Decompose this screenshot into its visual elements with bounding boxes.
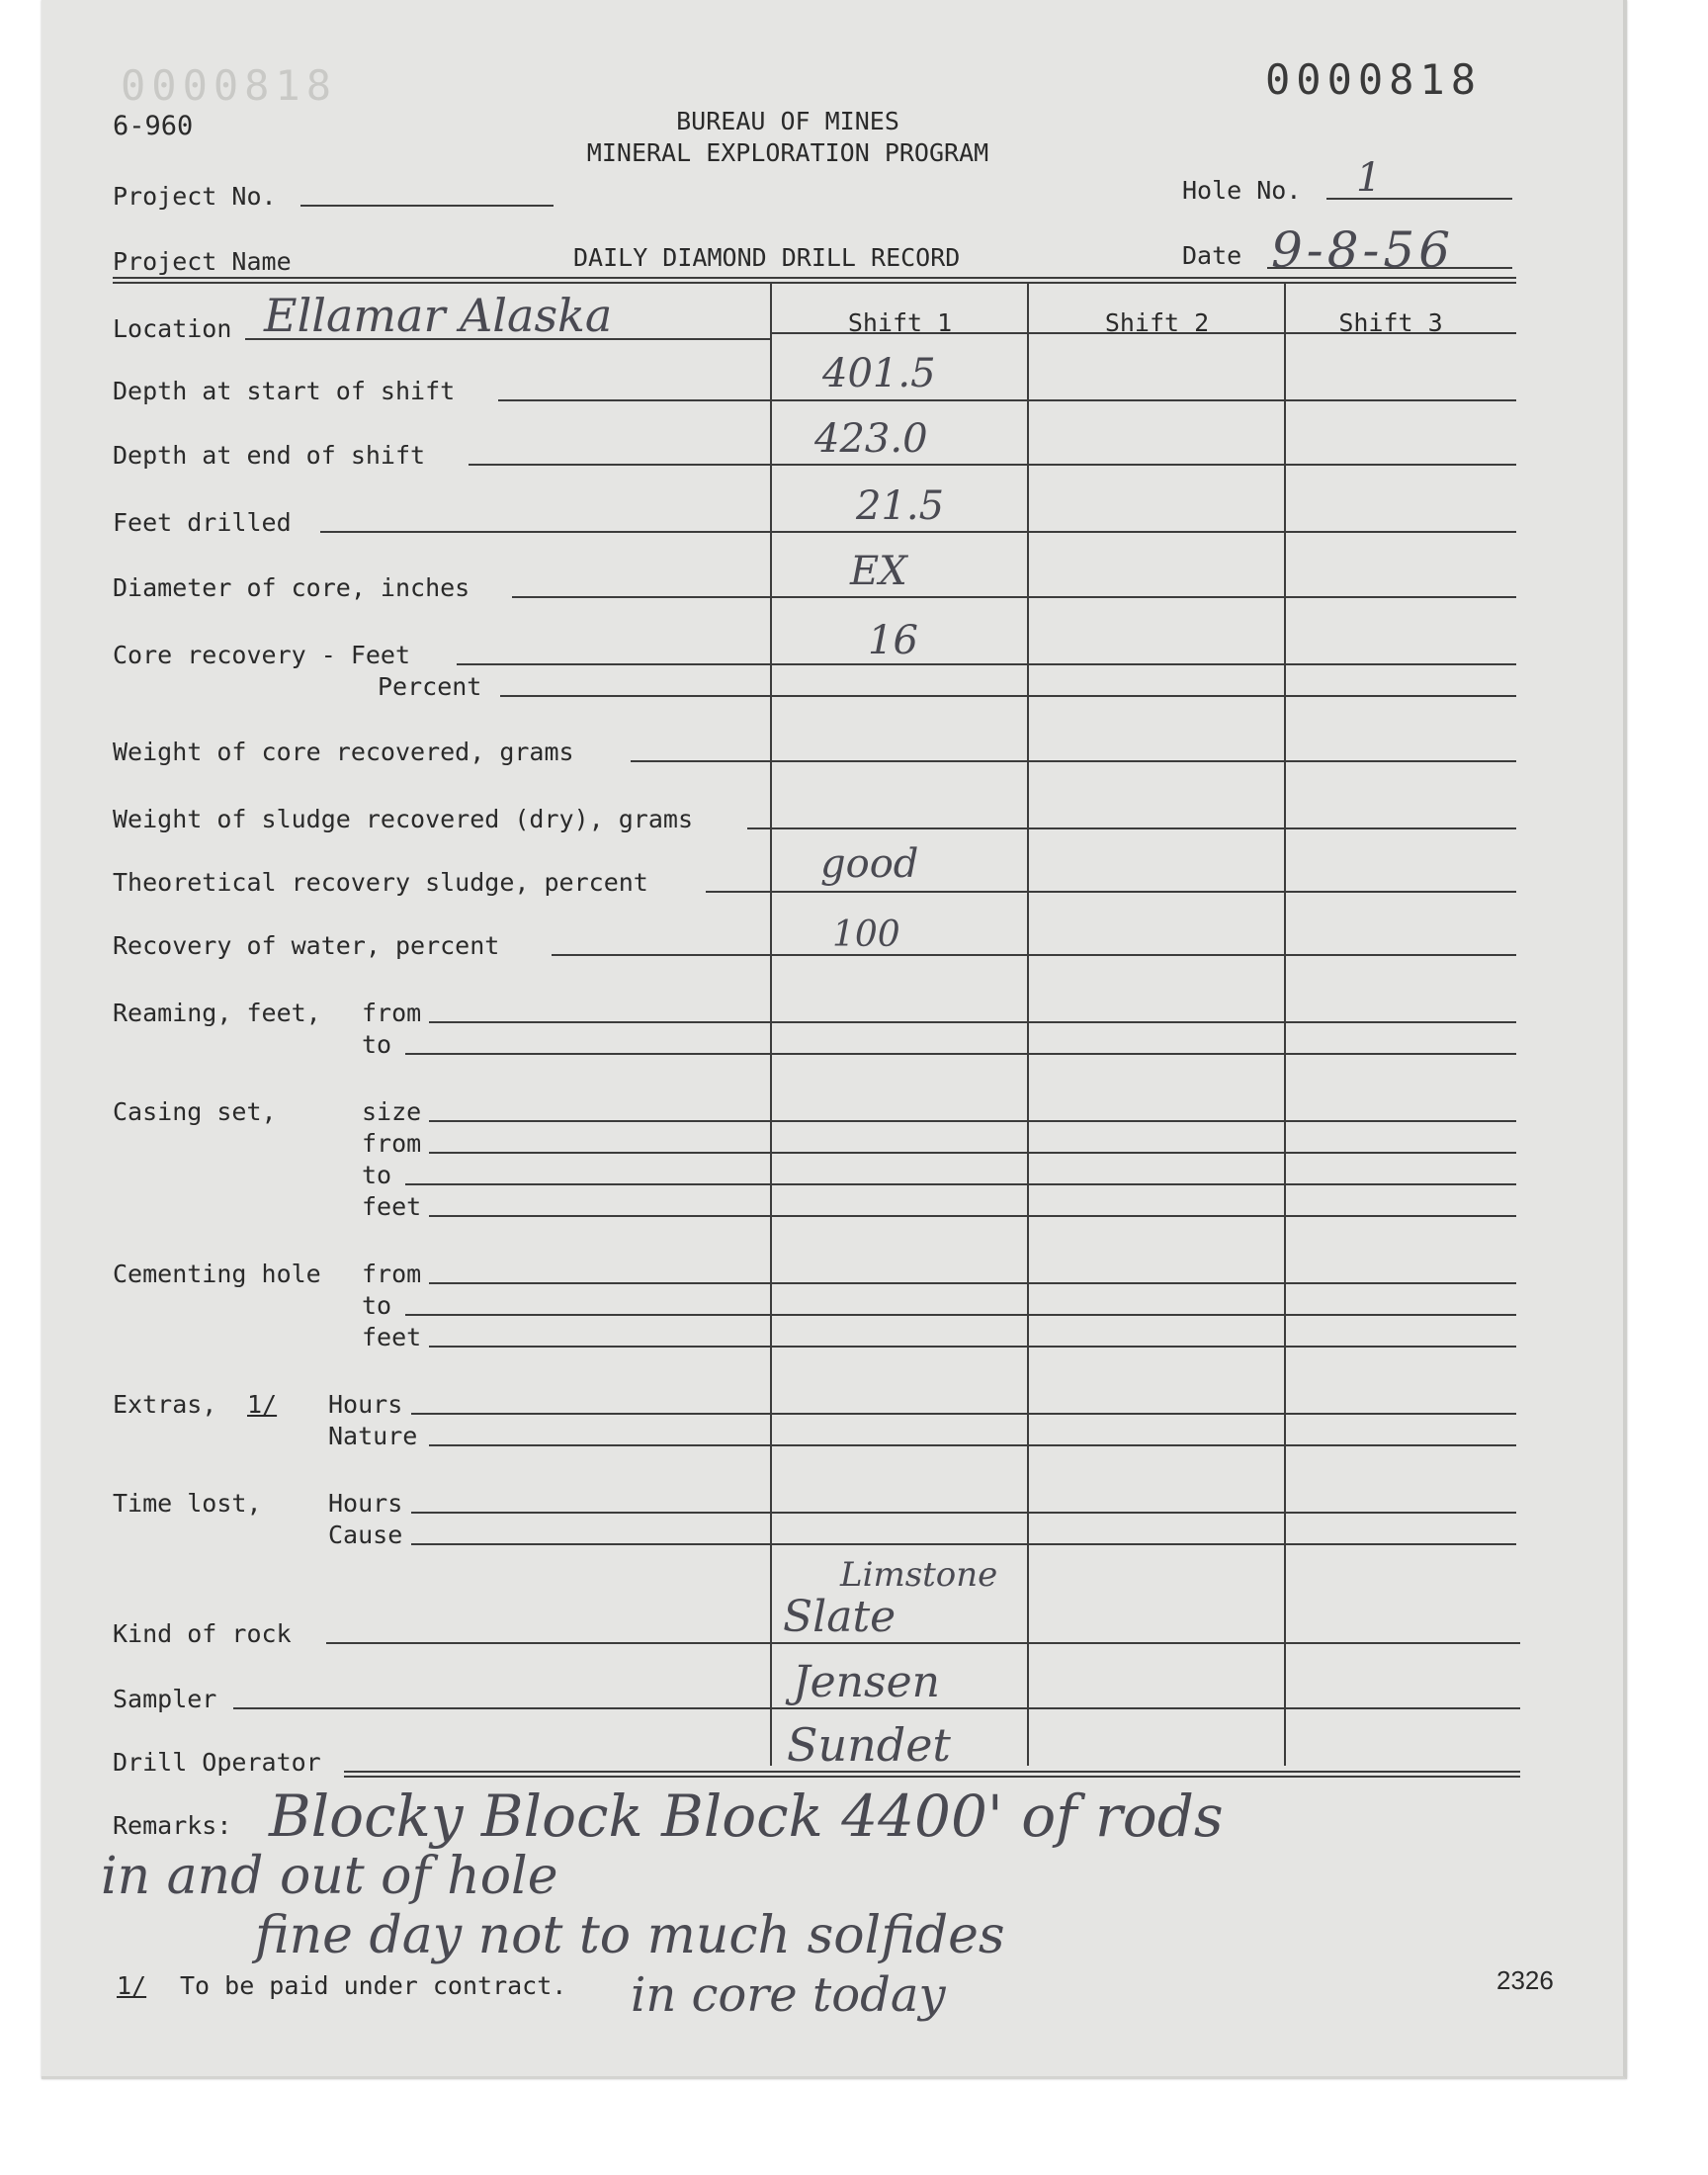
document-number: 0000818 xyxy=(1265,55,1483,104)
time-lost-hours-label: Hours xyxy=(328,1489,403,1518)
project-no-line xyxy=(300,205,554,207)
kind-of-rock-line xyxy=(326,1642,1520,1644)
extras-footnote-marker: 1/ xyxy=(247,1390,278,1419)
record-title: DAILY DIAMOND DRILL RECORD xyxy=(573,243,961,272)
weight-sludge-line xyxy=(747,827,1516,829)
cementing-from-label: from xyxy=(362,1260,422,1288)
agency-title: BUREAU OF MINES xyxy=(676,107,899,135)
depth-end-line xyxy=(469,464,1516,466)
hole-no-line xyxy=(1326,198,1512,200)
time-lost-label: Time lost, xyxy=(113,1489,262,1518)
cementing-feet-label: feet xyxy=(362,1323,422,1351)
diameter-line xyxy=(512,596,1516,598)
faded-document-number: 0000818 xyxy=(121,61,338,110)
header-rule-bottom xyxy=(113,282,1516,284)
core-percent-line xyxy=(500,695,1516,697)
feet-drilled-shift1: 21.5 xyxy=(856,483,945,529)
casing-to-label: to xyxy=(362,1161,392,1189)
cementing-from-line xyxy=(429,1282,1516,1284)
extras-hours-line xyxy=(411,1413,1516,1415)
cementing-to-line xyxy=(405,1314,1516,1316)
form-number: 6-960 xyxy=(113,111,194,141)
reaming-from-line xyxy=(429,1021,1516,1023)
extras-nature-label: Nature xyxy=(328,1422,418,1450)
cementing-feet-line xyxy=(429,1346,1516,1348)
hole-no-label: Hole No. xyxy=(1182,176,1302,205)
casing-from-line xyxy=(429,1152,1516,1154)
footnote-marker: 1/ xyxy=(117,1971,147,2000)
program-title: MINERAL EXPLORATION PROGRAM xyxy=(586,138,989,167)
reaming-label: Reaming, feet, xyxy=(113,999,321,1027)
theoretical-sludge-line xyxy=(706,891,1516,893)
remarks-label: Remarks: xyxy=(113,1811,232,1840)
kind-of-rock-shift1-line2: Slate xyxy=(783,1592,897,1642)
drill-operator-line-double xyxy=(344,1776,1520,1778)
header-rule-top xyxy=(113,277,1516,279)
reaming-from-label: from xyxy=(362,999,422,1027)
feet-drilled-line xyxy=(320,531,1516,533)
depth-start-line xyxy=(498,399,1516,401)
theoretical-sludge-label: Theoretical recovery sludge, percent xyxy=(113,868,648,897)
casing-feet-line xyxy=(429,1215,1516,1217)
extras-nature-line xyxy=(429,1444,1516,1446)
hole-no-value: 1 xyxy=(1356,155,1382,201)
time-lost-hours-line xyxy=(411,1512,1516,1514)
water-recovery-label: Recovery of water, percent xyxy=(113,931,500,960)
extras-hours-label: Hours xyxy=(328,1390,403,1419)
location-label: Location xyxy=(113,314,232,343)
column-shift3: Shift 3 xyxy=(1338,308,1443,337)
core-percent-label: Percent xyxy=(378,672,482,701)
casing-to-line xyxy=(405,1183,1516,1185)
drill-operator-label: Drill Operator xyxy=(113,1748,321,1777)
diameter-label: Diameter of core, inches xyxy=(113,573,470,602)
drill-record-sheet xyxy=(42,0,1627,2079)
time-lost-cause-line xyxy=(411,1543,1516,1545)
location-value: Ellamar Alaska xyxy=(264,289,613,342)
reaming-to-label: to xyxy=(362,1030,392,1059)
project-no-label: Project No. xyxy=(113,182,277,211)
diameter-shift1: EX xyxy=(850,549,907,594)
depth-start-label: Depth at start of shift xyxy=(113,377,456,405)
sampler-label: Sampler xyxy=(113,1685,217,1713)
depth-end-shift1: 423.0 xyxy=(814,416,928,462)
weight-core-label: Weight of core recovered, grams xyxy=(113,738,574,766)
casing-feet-label: feet xyxy=(362,1192,422,1221)
cementing-to-label: to xyxy=(362,1291,392,1320)
footnote-text: To be paid under contract. xyxy=(180,1971,567,2000)
water-recovery-line xyxy=(552,954,1516,956)
date-label: Date xyxy=(1182,241,1242,270)
weight-core-line xyxy=(631,760,1516,762)
page-code: 2326 xyxy=(1496,1965,1554,1995)
core-recovery-shift1: 16 xyxy=(868,618,918,663)
casing-label: Casing set, xyxy=(113,1097,277,1126)
theoretical-sludge-shift1: good xyxy=(820,841,919,887)
cementing-label: Cementing hole xyxy=(113,1260,321,1288)
core-recovery-label: Core recovery - Feet xyxy=(113,641,411,669)
water-recovery-shift1: 100 xyxy=(832,914,900,955)
extras-label: Extras, xyxy=(113,1390,217,1419)
core-recovery-line xyxy=(457,663,1516,665)
casing-size-label: size xyxy=(362,1097,422,1126)
feet-drilled-label: Feet drilled xyxy=(113,508,292,537)
kind-of-rock-label: Kind of rock xyxy=(113,1619,292,1648)
casing-from-label: from xyxy=(362,1129,422,1158)
kind-of-rock-shift1-line1: Limstone xyxy=(840,1555,998,1595)
casing-size-line xyxy=(429,1120,1516,1122)
depth-start-shift1: 401.5 xyxy=(822,351,936,396)
time-lost-cause-label: Cause xyxy=(328,1521,403,1549)
remarks-line4: in core today xyxy=(631,1967,946,2023)
reaming-to-line xyxy=(405,1053,1516,1055)
weight-sludge-label: Weight of sludge recovered (dry), grams xyxy=(113,805,693,833)
sampler-shift1: Jensen xyxy=(793,1657,940,1707)
date-value: 9-8-56 xyxy=(1271,221,1455,279)
sampler-line xyxy=(233,1707,1520,1709)
depth-end-label: Depth at end of shift xyxy=(113,441,426,470)
column-header-line xyxy=(770,332,1516,334)
project-name-label: Project Name xyxy=(113,247,292,276)
remarks-line3: fine day not to much solfides xyxy=(255,1906,1005,1965)
drill-operator-shift1: Sundet xyxy=(787,1718,951,1772)
remarks-line1: Blocky Block Block 4400' of rods xyxy=(269,1783,1224,1850)
column-shift2: Shift 2 xyxy=(1104,308,1210,337)
remarks-line2: in and out of hole xyxy=(101,1847,558,1906)
column-shift1: Shift 1 xyxy=(847,308,953,337)
